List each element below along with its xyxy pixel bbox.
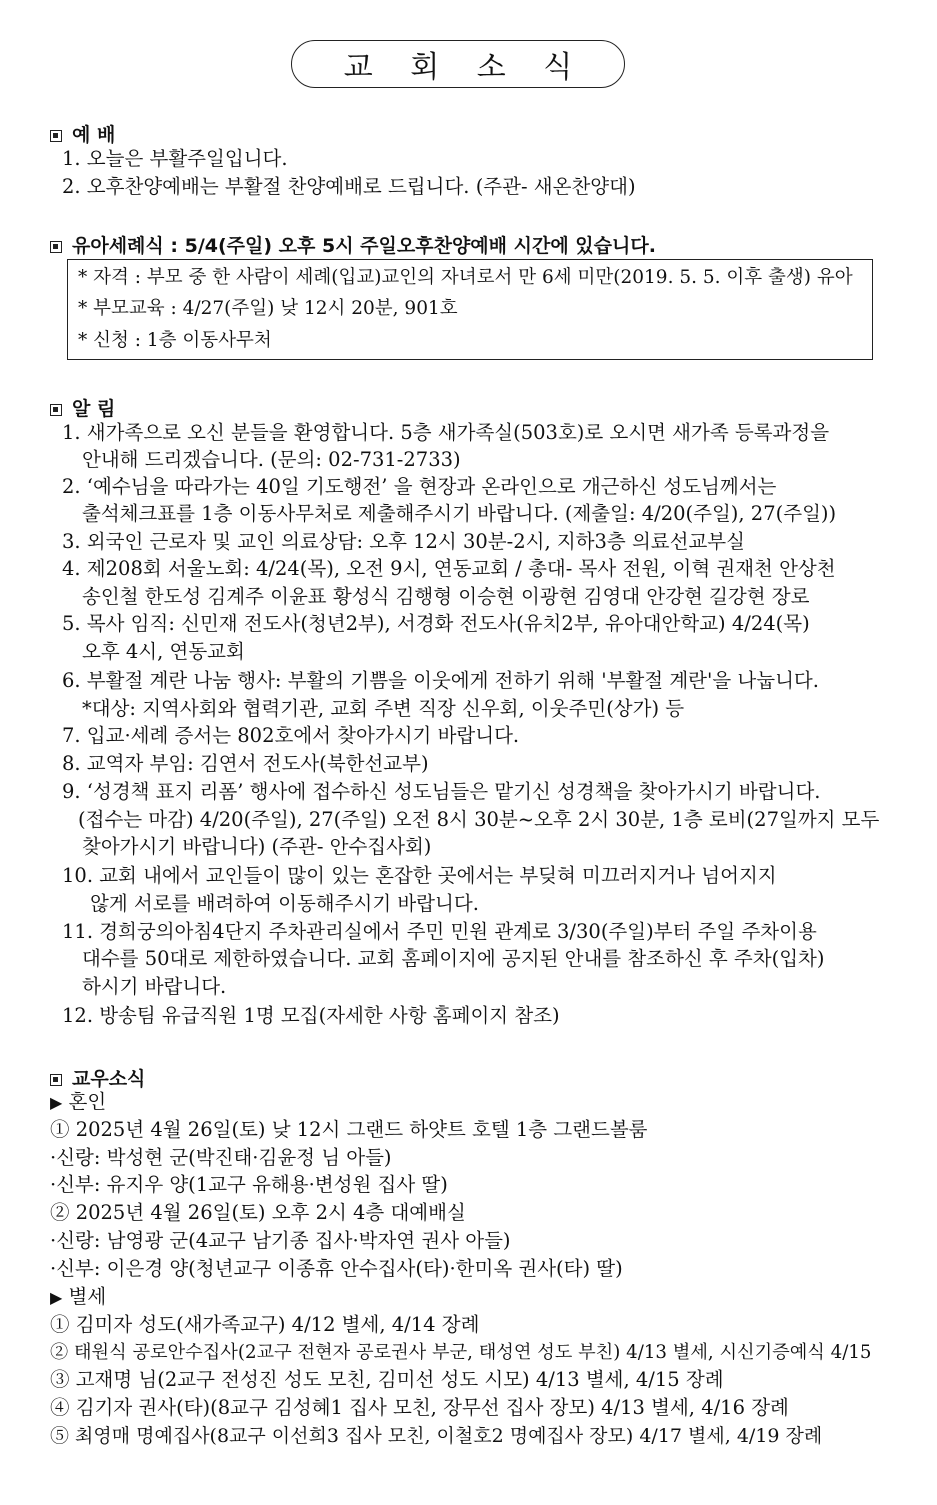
notice-line: *대상: 지역사회와 협력기관, 교회 주변 직장 신우회, 이웃주민(상가) 등 <box>82 697 685 720</box>
section-heading-members <box>50 1064 145 1091</box>
wedding-line: ·신부: 이은경 양(청년교구 이종휴 안수집사(타)·한미옥 권사(타) 딸) <box>50 1257 623 1280</box>
death-line: ③ 고재명 님(2교구 전성진 성도 모친, 김미선 성도 시모) 4/13 별세, 4/15 장례 <box>50 1368 724 1391</box>
death-line: ④ 김기자 권사(타)(8교구 김성혜1 집사 모친, 장무선 집사 장모) 4/13 별세, 4/16 장례 <box>50 1396 789 1419</box>
wedding-line: ① 2025년 4월 26일(토) 낮 12시 그랜드 하얏트 호텔 1층 그랜드볼룸 <box>50 1118 648 1141</box>
members-heading-text: 교우소식 <box>72 1068 146 1090</box>
square-bullet-icon <box>50 1074 62 1086</box>
baptism-item: * 자격 : 부모 중 한 사람이 세례(입교)교인의 자녀로서 만 6세 미만(2019. 5. 5. 이후 출생) 유아 <box>78 267 853 288</box>
baptism-item: * 신청 : 1층 이동사무처 <box>78 330 272 351</box>
notice-line: 3. 외국인 근로자 및 교인 의료상담: 오후 12시 30분-2시, 지하3층 의료선교부실 <box>62 530 745 553</box>
square-bullet-icon <box>50 404 62 416</box>
notice-line: 6. 부활절 계란 나눔 행사: 부활의 기쁨을 이웃에게 전하기 위해 '부활절 계란'을 나눕니다. <box>62 669 819 692</box>
section-heading-worship <box>50 120 115 147</box>
wedding-line: ·신부: 유지우 양(1교구 유해용·변성원 집사 딸) <box>50 1173 448 1196</box>
notice-line: 7. 입교·세례 증서는 802호에서 찾아가시기 바랍니다. <box>62 724 520 747</box>
notice-line: (접수는 마감) 4/20(주일), 27(주일) 오전 8시 30분~오후 2시 30분, 1층 로비(27일까지 모두 <box>78 808 880 831</box>
triangle-right-icon: ▶ <box>50 1288 63 1307</box>
notice-line: 4. 제208회 서울노회: 4/24(목), 오전 9시, 연동교회 / 총대- 목사 전원, 이혁 권재천 안상천 <box>62 557 836 580</box>
notice-line: 5. 목사 임직: 신민재 전도사(청년2부), 서경화 전도사(유치2부, 유아대안학교) 4/24(목) <box>62 612 810 635</box>
death-line: ① 김미자 성도(새가족교구) 4/12 별세, 4/14 장례 <box>50 1313 480 1336</box>
wedding-line: ·신랑: 남영광 군(4교구 남기종 집사·박자연 권사 아들) <box>50 1229 511 1252</box>
notice-line: 8. 교역자 부임: 김연서 전도사(북한선교부) <box>62 752 429 775</box>
section-heading-notices <box>50 394 115 421</box>
worship-item: 1. 오늘은 부활주일입니다. <box>62 147 288 170</box>
notice-line: 않게 서로를 배려하여 이동해주시기 바랍니다. <box>90 892 479 915</box>
death-subheading <box>50 1285 106 1310</box>
worship-heading-text: 예 배 <box>72 124 116 146</box>
square-bullet-icon <box>50 130 62 142</box>
worship-item: 2. 오후찬양예배는 부활절 찬양예배로 드립니다. (주관- 새온찬양대) <box>62 175 636 198</box>
square-bullet-icon <box>50 241 62 253</box>
notice-line: 11. 경희궁의아침4단지 주차관리실에서 주민 민원 관계로 3/30(주일)부터 주일 주차이용 <box>62 920 817 943</box>
wedding-subheading <box>50 1090 106 1115</box>
wedding-heading-text: 혼인 <box>68 1090 107 1113</box>
notice-line: 대수를 50대로 제한하였습니다. 교회 홈페이지에 공지된 안내를 참조하신 후 주차(입차) <box>82 947 825 970</box>
notice-line: 2. ‘예수님을 따라가는 40일 기도행전’ 을 현장과 온라인으로 개근하신 성도님께서는 <box>62 475 777 498</box>
notice-line: 송인철 한도성 김계주 이윤표 황성식 김행형 이승현 이광현 김영대 안강현 길강현 장로 <box>82 585 810 608</box>
notices-heading-text: 알 림 <box>72 398 116 420</box>
death-heading-text: 별세 <box>68 1285 107 1308</box>
baptism-item: * 부모교육 : 4/27(주일) 낮 12시 20분, 901호 <box>78 298 458 319</box>
wedding-line: ② 2025년 4월 26일(토) 오후 2시 4층 대예배실 <box>50 1201 466 1224</box>
notice-line: 출석체크표를 1층 이동사무처로 제출해주시기 바랍니다. (제출일: 4/20(주일), 27(주일)) <box>82 502 837 525</box>
notice-line: 1. 새가족으로 오신 분들을 환영합니다. 5층 새가족실(503호)로 오시면 새가족 등록과정을 <box>62 421 830 444</box>
notice-line: 하시기 바랍니다. <box>82 975 227 998</box>
death-line: ⑤ 최영매 명예집사(8교구 이선희3 집사 모친, 이철호2 명예집사 장모) 4/17 별세, 4/19 장례 <box>50 1425 823 1447</box>
section-heading-baptism <box>50 231 656 258</box>
notice-line: 9. ‘성경책 표지 리폼’ 행사에 접수하신 성도님들은 맡기신 성경책을 찾아가시기 바랍니다. <box>62 780 821 803</box>
wedding-line: ·신랑: 박성현 군(박진태·김윤정 님 아들) <box>50 1146 392 1169</box>
triangle-right-icon: ▶ <box>50 1093 63 1112</box>
notice-line: 안내해 드리겠습니다. (문의: 02-731-2733) <box>82 448 461 471</box>
death-line: ② 태원식 공로안수집사(2교구 전현자 공로권사 부군, 태성연 성도 부친) 4/13 별세, 시신기증예식 4/15 <box>50 1342 872 1363</box>
notice-line: 오후 4시, 연동교회 <box>82 640 245 663</box>
notice-line: 12. 방송팀 유급직원 1명 모집(자세한 사항 홈페이지 참조) <box>62 1004 560 1027</box>
notice-line: 찾아가시기 바랍니다) (주관- 안수집사회) <box>82 835 432 858</box>
page-title: 교 회 소 식 <box>291 40 625 88</box>
notice-line: 10. 교회 내에서 교인들이 많이 있는 혼잡한 곳에서는 부딪혀 미끄러지거나 넘어지지 <box>62 864 777 887</box>
baptism-heading-text: 유아세례식 : 5/4(주일) 오후 5시 주일오후찬양예배 시간에 있습니다. <box>72 235 656 257</box>
